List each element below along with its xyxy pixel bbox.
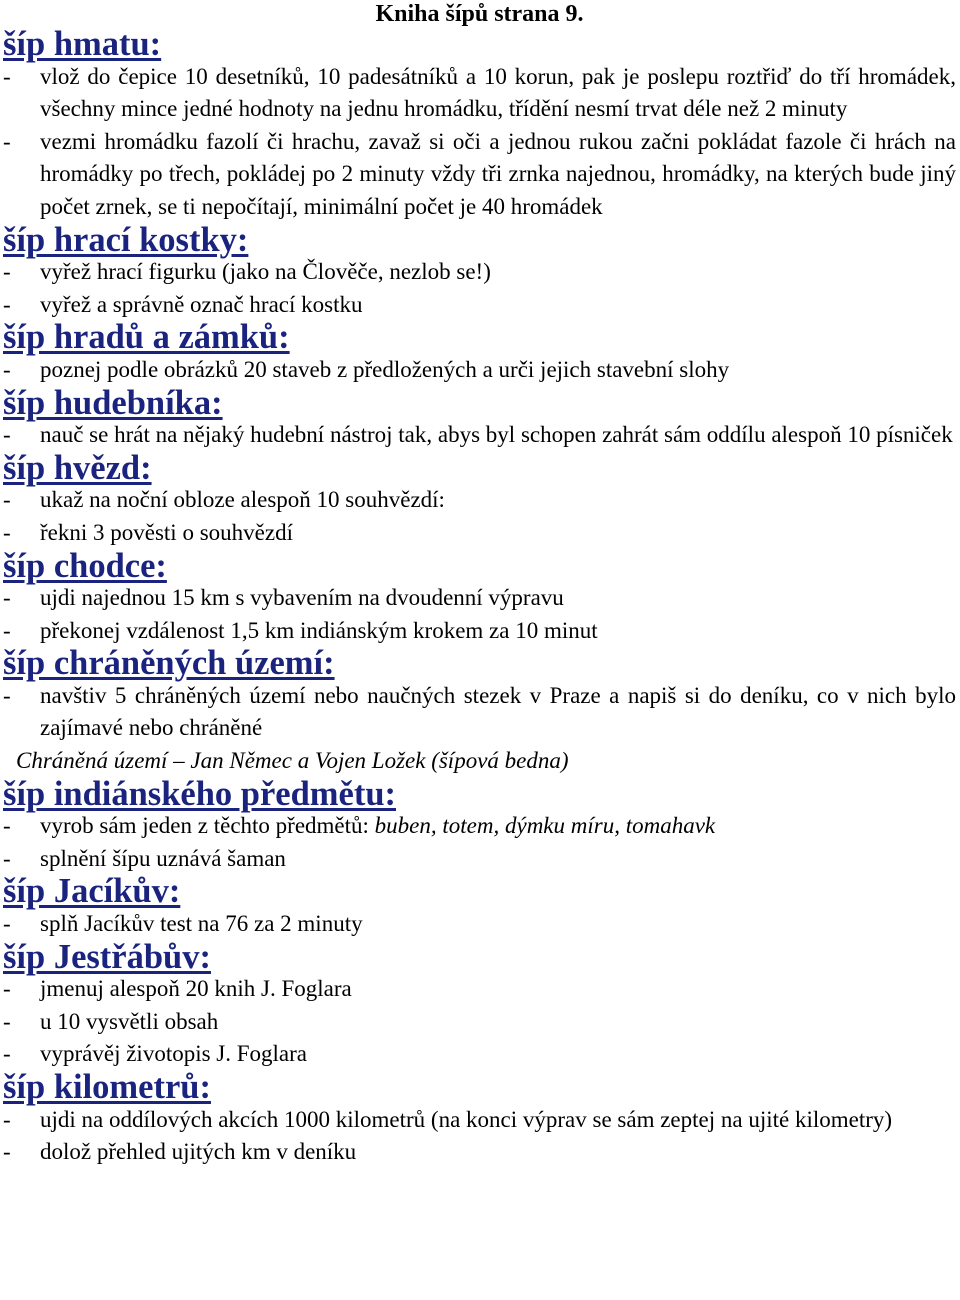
list-item — [3, 289, 956, 322]
list-item-text: překonej vzdálenost 1,5 km indiánským krokem za 10 minut — [40, 617, 598, 643]
list-item-text: jmenuj alespoň 20 knih J. Foglara — [40, 976, 352, 1002]
list-item — [3, 973, 956, 1006]
list-item — [3, 256, 956, 289]
section-heading-jestrab: šíp Jestřábův: — [3, 937, 211, 976]
list-item-text: splnění šípu uznává šaman — [40, 845, 286, 871]
list-item — [3, 419, 956, 452]
section-heading-indiansky-predmet: šíp indiánského předmětu: — [3, 774, 397, 813]
list-item — [3, 1038, 956, 1071]
list-dash: - — [3, 1041, 11, 1067]
section-heading-hmat: šíp hmatu: — [3, 25, 162, 63]
section-heading-hudebnik: šíp hudebníka: — [3, 383, 223, 422]
list-item-text: dolož přehled ujitých km v deníku — [40, 1139, 357, 1165]
list-dash: - — [3, 976, 11, 1002]
list-item-text — [40, 810, 956, 843]
list-dash: - — [3, 682, 11, 708]
list-item-text: ukaž na noční obloze alespoň 10 souhvězdí: — [40, 487, 445, 513]
list-item-text: navštiv 5 chráněných území nebo naučných stezek v Praze a napiš si do deníku, co v nich bylo zajímavé nebo chráněné — [40, 682, 956, 741]
section-heading-hrady-zamky: šíp hradů a zámků: — [3, 318, 290, 357]
section-heading-hvezdy: šíp hvězd: — [3, 448, 152, 487]
list-dash: - — [3, 128, 11, 154]
section-heading-chranena-uzemi: šíp chráněných území: — [3, 644, 335, 683]
section-heading-hraci-kostky: šíp hrací kostky: — [3, 220, 249, 259]
list-item-text: nauč se hrát na nějaký hudební nástroj tak, abys byl schopen zahrát sám oddílu alespoň 10 písniček — [40, 422, 953, 448]
list-item-text: ujdi na oddílových akcích 1000 kilometrů (na konci výprav se sám zeptej na ujité kilometry) — [40, 1106, 893, 1132]
list-item — [3, 1136, 956, 1169]
list-dash: - — [3, 422, 11, 448]
page-title: Kniha šípů strana 9. — [375, 1, 584, 27]
section-heading-kilometry: šíp kilometrů: — [3, 1068, 211, 1106]
section-heading-chodec: šíp chodce: — [3, 546, 167, 585]
list-dash: - — [3, 1139, 11, 1165]
list-dash: - — [3, 291, 11, 317]
list-item-text: u 10 vysvětli obsah — [40, 1008, 219, 1034]
list-item — [3, 615, 956, 648]
list-item-italic-objects: buben, totem, dýmku míru, tomahavk — [374, 813, 716, 839]
list-dash: - — [3, 911, 11, 937]
list-item-text: vezmi hromádku fazolí či hrachu, zavaž si oči a jednou rukou začni pokládat fazole či hrách na hromádky po třech, pokládej po 2 minuty vždy tři zrnka najednou, hromádky, na kterých bude jiný počet zrnek, se ti nepočítají, minimální počet je 40 hromádek — [40, 128, 956, 219]
list-dash: - — [3, 845, 11, 871]
list-item — [3, 517, 956, 550]
list-item-text: poznej podle obrázků 20 staveb z předložených a urči jejich stavební slohy — [40, 356, 730, 382]
list-item — [3, 1006, 956, 1039]
list-item — [3, 843, 956, 876]
list-item — [3, 61, 956, 126]
list-item-text: vyprávěj životopis J. Foglara — [40, 1041, 308, 1067]
list-dash: - — [3, 63, 11, 89]
list-dash: - — [3, 617, 11, 643]
list-item-text: vyřež a správně označ hrací kostku — [40, 291, 363, 317]
list-item-text: splň Jacíkův test na 76 za 2 minuty — [40, 911, 363, 937]
list-dash: - — [3, 487, 11, 513]
list-item-text: řekni 3 pověsti o souhvězdí — [40, 519, 293, 545]
list-dash: - — [3, 813, 11, 839]
list-item-text: vyřež hrací figurku (jako na Člověče, nezlob se!) — [40, 259, 491, 285]
list-dash: - — [3, 1106, 11, 1132]
list-dash: - — [3, 259, 11, 285]
list-item — [3, 484, 956, 517]
list-item — [3, 1104, 956, 1137]
reference-note: Chráněná území – Jan Němec a Vojen Ložek (šípová bedna) — [16, 748, 569, 774]
section-heading-jacik: šíp Jacíkův: — [3, 872, 181, 911]
list-item-text: vlož do čepice 10 desetníků, 10 padesátníků a 10 korun, pak je poslepu roztřiď do tří hromádek, všechny mince jedné hodnoty na jednu hromádku, třídění nesmí trvat déle než 2 minuty — [40, 63, 956, 122]
list-item-prefix: vyrob sám jeden z těchto předmětů: — [40, 813, 375, 839]
list-item — [3, 810, 956, 843]
list-dash: - — [3, 519, 11, 545]
list-item — [3, 680, 956, 745]
list-dash: - — [3, 356, 11, 382]
list-item — [3, 354, 956, 387]
list-item-text: ujdi najednou 15 km s vybavením na dvoudenní výpravu — [40, 585, 564, 611]
list-dash: - — [3, 585, 11, 611]
list-item — [3, 908, 956, 941]
list-dash: - — [3, 1008, 11, 1034]
list-item — [3, 126, 956, 224]
list-item — [3, 582, 956, 615]
